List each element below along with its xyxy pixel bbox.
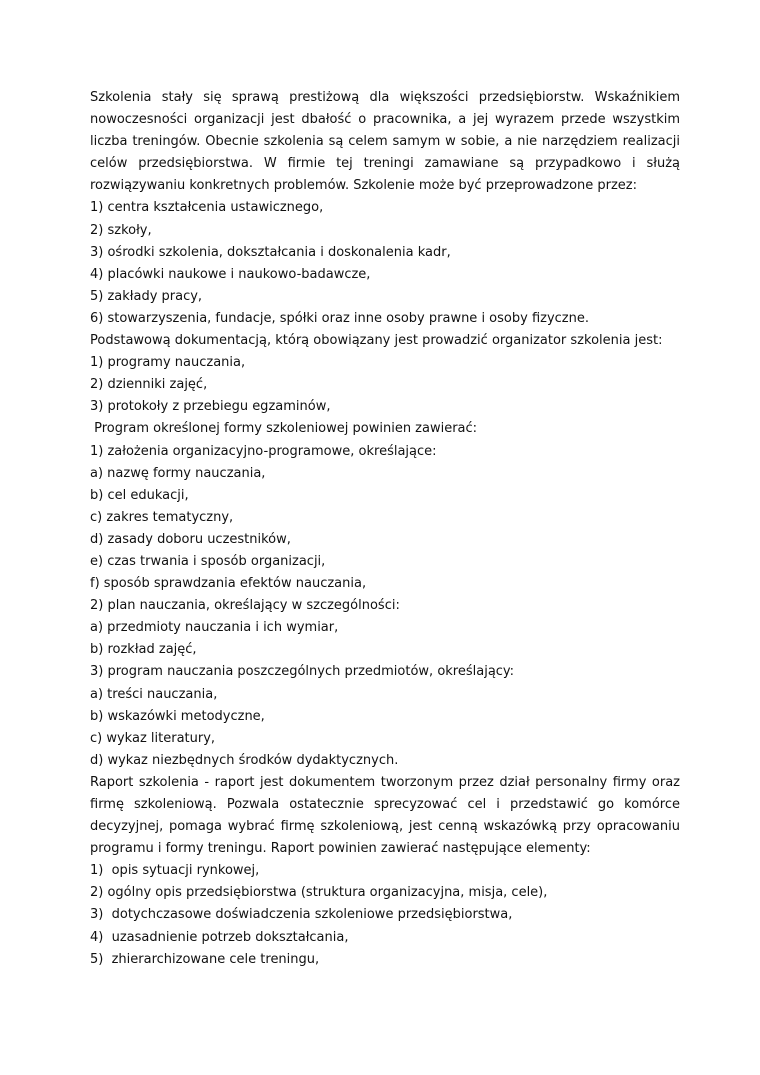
text-line: 3) dotychczasowe doświadczenia szkoleniowe przedsiębiorstwa,: [90, 907, 513, 923]
text-line: a) treści nauczania,: [90, 686, 218, 702]
text-line: rozwiązywaniu konkretnych problemów. Szkolenie może być przeprowadzone przez:: [90, 178, 638, 194]
text-line: e) czas trwania i sposób organizacji,: [90, 553, 326, 569]
text-line: f) sposób sprawdzania efektów nauczania,: [90, 576, 367, 592]
text-line: Program określonej formy szkoleniowej powinien zawierać:: [90, 421, 478, 437]
text-line: 2) ogólny opis przedsiębiorstwa (struktura organizacyjna, misja, cele),: [90, 885, 548, 901]
text-line: d) zasady doboru uczestników,: [90, 531, 291, 547]
text-line: 5) zhierarchizowane cele treningu,: [90, 951, 320, 967]
text-line: Raport szkolenia - raport jest dokumentem tworzonym przez dział personalny firmy oraz: [90, 774, 680, 790]
text-line: decyzyjnej, pomaga wybrać firmę szkoleniową, jest cenną wskazówką przy opracowaniu: [90, 819, 680, 835]
text-line: nowoczesności organizacji jest dbałość o pracownika, a jej wyrazem przede wszystkim: [90, 112, 680, 128]
text-line: b) cel edukacji,: [90, 487, 189, 503]
text-line: b) rozkład zajęć,: [90, 642, 197, 658]
text-line: 1) opis sytuacji rynkowej,: [90, 863, 260, 879]
text-line: Podstawową dokumentacją, którą obowiązany jest prowadzić organizator szkolenia jest:: [90, 333, 663, 349]
text-line: d) wykaz niezbędnych środków dydaktycznych.: [90, 752, 399, 768]
text-line: c) wykaz literatury,: [90, 730, 216, 746]
text-line: c) zakres tematyczny,: [90, 509, 234, 525]
text-line: 1) centra kształcenia ustawicznego,: [90, 200, 324, 216]
text-line: 3) ośrodki szkolenia, dokształcania i doskonalenia kadr,: [90, 244, 451, 260]
text-line: Szkolenia stały się sprawą prestiżową dla większości przedsiębiorstw. Wskaźnikiem: [90, 90, 680, 105]
text-line: 2) plan nauczania, określający w szczególności:: [90, 598, 400, 614]
text-line: 3) protokoły z przebiegu egzaminów,: [90, 399, 331, 415]
text-line: programu i formy treningu. Raport powinien zawierać następujące elementy:: [90, 841, 591, 857]
text-line: 2) dzienniki zajęć,: [90, 377, 208, 393]
text-line: 4) placówki naukowe i naukowo-badawcze,: [90, 266, 371, 282]
text-line: 1) założenia organizacyjno-programowe, określające:: [90, 443, 437, 459]
text-line: b) wskazówki metodyczne,: [90, 708, 265, 724]
text-line: 5) zakłady pracy,: [90, 288, 203, 304]
document-page: [90, 87, 680, 971]
text-line: 1) programy nauczania,: [90, 355, 246, 371]
text-line: a) nazwę formy nauczania,: [90, 465, 266, 481]
text-line: liczba treningów. Obecnie szkolenia są celem samym w sobie, a nie narzędziem realizacji: [90, 134, 680, 150]
text-line: 4) uzasadnienie potrzeb dokształcania,: [90, 929, 349, 945]
text-line: 3) program nauczania poszczególnych przedmiotów, określający:: [90, 664, 515, 680]
text-line: a) przedmioty nauczania i ich wymiar,: [90, 620, 339, 636]
text-line: celów przedsiębiorstwa. W firmie tej treningi zamawiane są przypadkowo i służą: [90, 156, 680, 172]
text-line: 2) szkoły,: [90, 222, 152, 238]
text-line: firmę szkoleniową. Pozwala ostatecznie sprecyzować cel i przedstawić go komórce: [90, 797, 680, 812]
text-line: 6) stowarzyszenia, fundacje, spółki oraz inne osoby prawne i osoby fizyczne.: [90, 310, 589, 326]
